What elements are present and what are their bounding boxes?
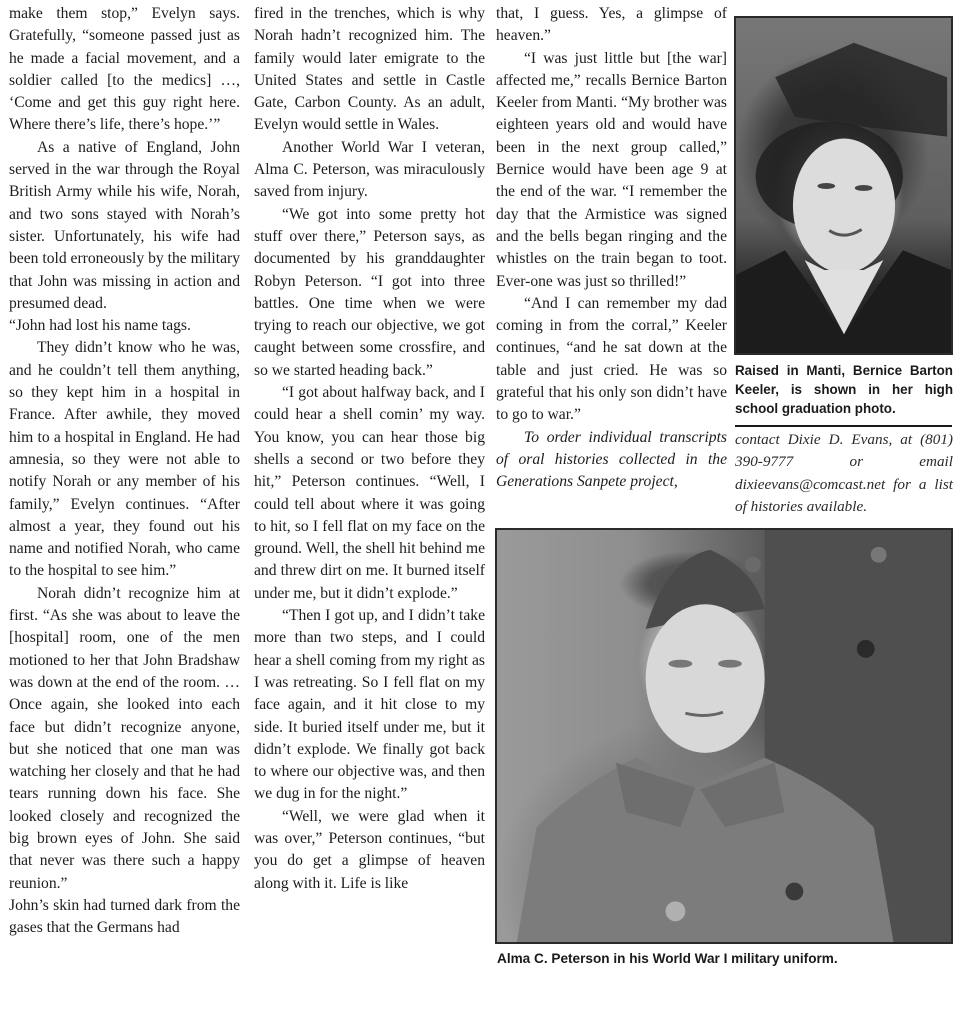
paragraph: “I got about halfway back, and I could hear a shell comin’ my way. You know, you can hear those big shells a second or two before they hit,” Peterson continues. “Well, I could tell about where it was going to hit, so I fell flat on my face on the ground. Well, the shell hit behind me and threw dirt on me. It burned itself under me, but it didn’t explode.” [254, 384, 485, 602]
paragraph: fired in the trenches, which is why Norah hadn’t recognized him. The family would later emigrate to the United States and settle in Castle Gate, Carbon County. As an adult, Evelyn would settle in Wales. [254, 5, 485, 134]
portrait-illustration [736, 18, 951, 353]
paragraph: They didn’t know who he was, and he couldn’t tell them anything, so they kept him in a hospital in France. After awhile, they moved him to a hospital in England. He had amnesia, so they were not able to notify Norah or any member of his family,” Evelyn continues. “After almost a year, they found out his name and notified Norah, who came to the hospital to see him.” [9, 339, 240, 580]
paragraph: “And I can remember my dad coming in from the corral,” Keeler continues, “and he sat down at the table and just cried. He was so grateful that his only son didn’t have to go to war.” [496, 294, 727, 424]
paragraph: John’s skin had turned dark from the gases that the Germans had [9, 896, 240, 937]
article-column-3 [496, 3, 727, 494]
paragraph: “Well, we were glad when it was over,” Peterson continues, “but you do get a glimpse of heaven along with it. Life is like [254, 807, 485, 892]
paragraph: Another World War I veteran, Alma C. Peterson, was miraculously saved from injury. [254, 138, 485, 201]
paragraph: As a native of England, John served in the war through the Royal British Army while his wife, Norah, and two sons stayed with Norah’s sister. Unfortunately, his wife had been told erroneously by the military that John was missing in action and presumed dead. [9, 138, 240, 312]
paragraph: that, I guess. Yes, a glimpse of heaven.” [496, 5, 727, 45]
alma-photo-caption: Alma C. Peterson in his World War I military uniform. [497, 951, 838, 966]
paragraph: make them stop,” Evelyn says. Gratefully, “someone passed just as he made a facial movement, and a soldier called [to the medics] …, ‘Come and get this guy right here. Where there’s life, there’s hope.’” [9, 5, 240, 134]
alma-peterson-photo [495, 528, 953, 944]
bernice-graduation-photo [734, 16, 953, 355]
ordering-info-paragraph: To order individual transcripts of oral histories collected in the Generations Sanpete project, [496, 428, 727, 491]
paragraph: Norah didn’t recognize him at first. “As she was about to leave the [hospital] room, one of the men motioned to her that John Bradshaw was down at the end of the room. … Once again, she looked into each face but didn’t recognize anyone, but she noticed that one man was watching her closely and that he had tears running down his face. She looked closely and recognized the big brown eyes of John. She said that never was there such a happy reunion.” [9, 584, 240, 892]
soldier-illustration [497, 530, 951, 942]
paragraph: “We got into some pretty hot stuff over there,” Peterson says, as documented by his granddaughter Robyn Peterson. “I got into three battles. One time when we were trying to reach our objective, we got caught between some crossfire, and so we started heading back.” [254, 205, 485, 379]
article-column-1 [9, 3, 240, 939]
article-column-2 [254, 3, 485, 895]
bernice-photo-caption: Raised in Manti, Bernice Barton Keeler, is shown in her high school graduation photo. [735, 363, 953, 416]
paragraph: “John had lost his name tags. [9, 317, 191, 335]
paragraph: “Then I got up, and I didn’t take more than two steps, and I could hear a shell coming from my right as I was retreating. So I fell flat on my face again, and it hit close to my side. It buried itself under me, but it didn’t explode. We finally got back to where our objective was, and then we dug in for the night.” [254, 607, 485, 803]
caption-divider [735, 425, 952, 427]
paragraph: “I was just little but [the war] affected me,” recalls Bernice Barton Keeler from Manti. “My brother was eighteen years old and would have been in the next group called,” Bernice would have been age 9 at the end of the war. “I remember the day that the Armistice was signed and the bells began ringing and the whistles on the train began to toot. Ever-one was just so thrilled!” [496, 49, 727, 290]
contact-info: contact Dixie D. Evans, at (801) 390-9777 or email dixieevans@comcast.net for a list of histories available. [735, 431, 953, 515]
